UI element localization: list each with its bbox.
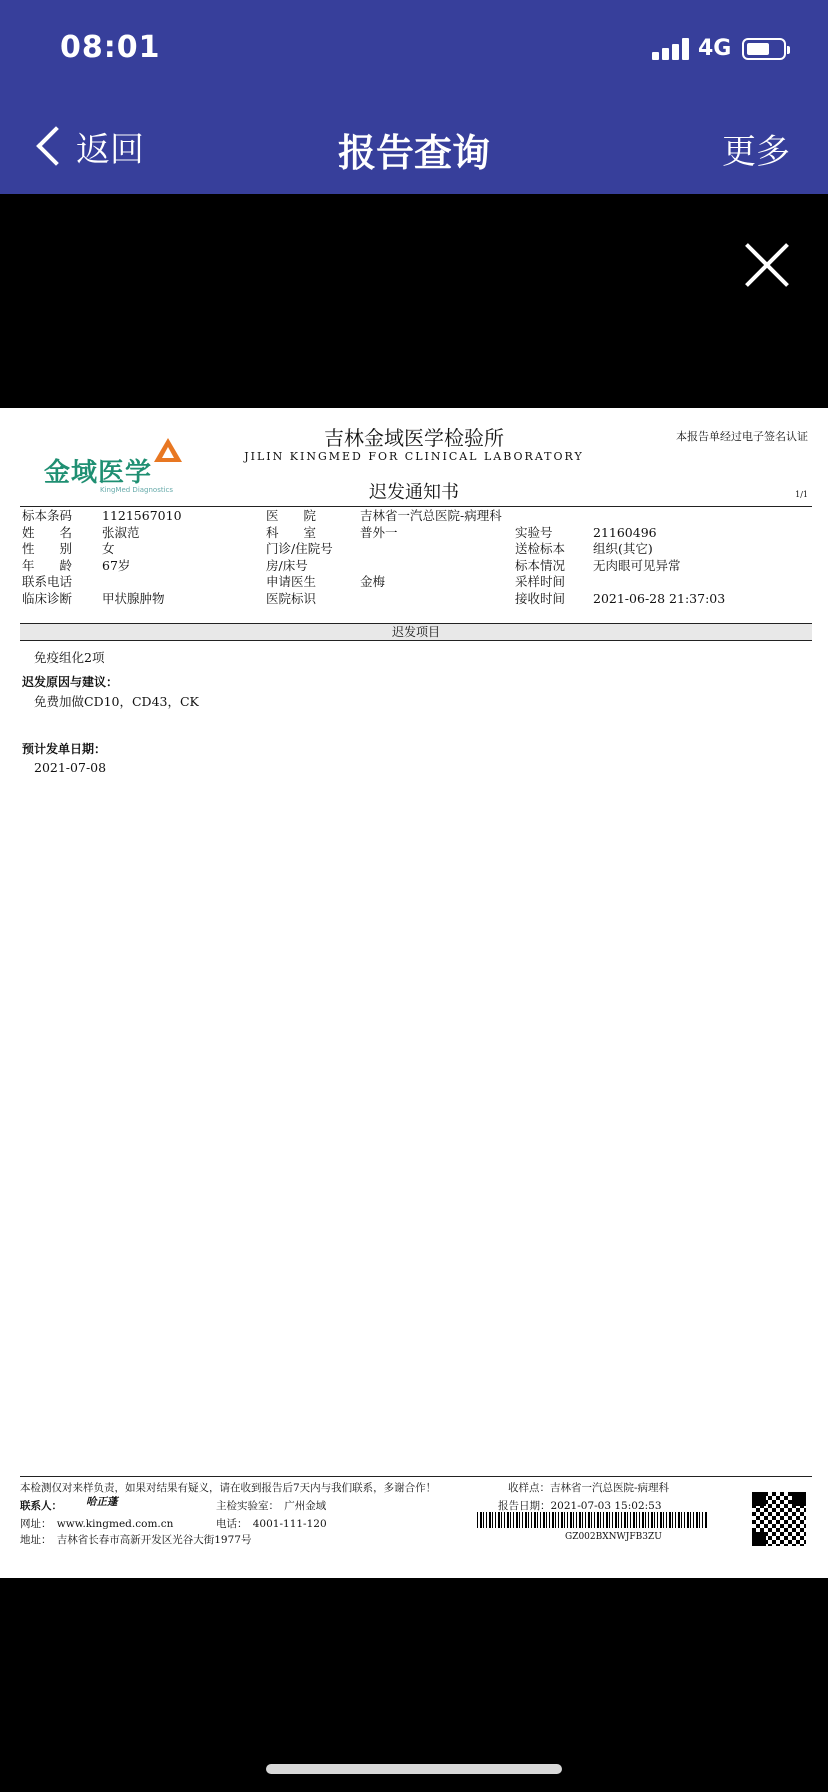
receiver: 收样点：吉林省一汽总医院-病理科 [508, 1482, 670, 1494]
field-value: 67岁 [102, 557, 131, 573]
field-value: 甲状腺肿物 [102, 590, 165, 606]
field-value: 1121567010 [102, 508, 182, 523]
status-time: 08:01 [60, 30, 161, 65]
eta-date: 2021-07-08 [34, 760, 107, 775]
address: 地址： 吉林省长春市高新开发区光谷大街1977号 [20, 1534, 252, 1546]
field-value: 无肉眼可见异常 [593, 557, 681, 573]
field-value: 张淑范 [102, 524, 140, 540]
table-row [22, 558, 812, 575]
field-label: 科 室 [266, 524, 317, 540]
field-label: 医院标识 [266, 590, 317, 606]
field-value: 金梅 [360, 574, 386, 589]
field-label: 年 龄 [22, 557, 73, 573]
table-row [22, 525, 812, 542]
field-value: 女 [102, 541, 115, 556]
field-value: 2021-06-28 21:37:03 [593, 590, 726, 606]
eta-heading: 预计发单日期： [22, 742, 107, 756]
field-label: 医 院 [266, 508, 317, 523]
barcode-text: GZ002BXNWJFB3ZU [565, 1532, 662, 1542]
delayed-item: 免疫组化2项 [34, 650, 105, 665]
org-title-en: JILIN KINGMED FOR CLINICAL LABORATORY [244, 450, 584, 463]
field-label: 联系电话 [22, 574, 73, 589]
app-header [0, 0, 828, 194]
divider [20, 1476, 812, 1477]
disclaimer: 本检测仅对来样负责，如果对结果有疑义，请在收到报告后7天内与我们联系，多谢合作！ [20, 1482, 437, 1494]
field-label: 姓 名 [22, 524, 73, 540]
field-label: 门诊/住院号 [266, 541, 333, 556]
signature-note: 本报告单经过电子签名认证 [676, 430, 808, 443]
contact-label: 联系人： [20, 1500, 62, 1512]
doc-title: 迟发通知书 [369, 482, 459, 503]
back-label: 返回 [76, 129, 144, 170]
field-label: 采样时间 [515, 574, 566, 589]
home-indicator[interactable] [266, 1764, 562, 1774]
table-row [22, 541, 812, 558]
table-row [22, 508, 812, 525]
reason-text: 免费加做CD10，CD43，CK [34, 694, 199, 709]
barcode [477, 1512, 707, 1528]
field-label: 标本条码 [22, 508, 73, 523]
website: 网址： www.kingmed.com.cn [20, 1518, 174, 1530]
field-value: 组织(其它) [593, 541, 653, 556]
divider [20, 506, 812, 507]
signal-icon [652, 38, 690, 60]
page-number: 1/1 [795, 490, 808, 499]
field-label: 性 别 [22, 541, 73, 556]
close-icon[interactable] [742, 240, 792, 290]
field-label: 送检标本 [515, 541, 566, 556]
main-lab: 主检实验室： 广州金域 [216, 1500, 327, 1512]
phone: 电话： 4001-111-120 [216, 1518, 327, 1530]
field-label: 临床诊断 [22, 590, 73, 606]
more-button[interactable]: 更多 [722, 132, 790, 172]
qr-code-icon [752, 1492, 806, 1546]
report-date: 报告日期：2021-07-03 15:02:53 [498, 1500, 662, 1512]
table-row [22, 591, 812, 608]
field-label: 申请医生 [266, 574, 317, 589]
field-value: 吉林省一汽总医院-病理科 [360, 508, 502, 523]
org-title: 吉林金域医学检验所 [324, 426, 504, 450]
table-row [22, 574, 812, 591]
reason-heading: 迟发原因与建议： [22, 675, 119, 689]
field-value: 普外一 [360, 524, 398, 540]
field-label: 标本情况 [515, 557, 566, 573]
field-label: 接收时间 [515, 590, 566, 606]
logo-subtext: KingMed Diagnostics [100, 486, 174, 494]
report-document [0, 408, 828, 1578]
network-label: 4G [698, 36, 732, 61]
contact-signature: 哈正蓬 [86, 1496, 118, 1508]
field-label: 房/床号 [266, 557, 308, 573]
section-header: 迟发项目 [20, 623, 812, 641]
battery-icon [742, 38, 786, 60]
patient-info-table [22, 508, 812, 607]
logo-text: 金域医学 [44, 458, 153, 488]
field-value: 21160496 [593, 524, 657, 540]
page-title: 报告查询 [337, 131, 490, 175]
field-label: 实验号 [515, 524, 553, 540]
